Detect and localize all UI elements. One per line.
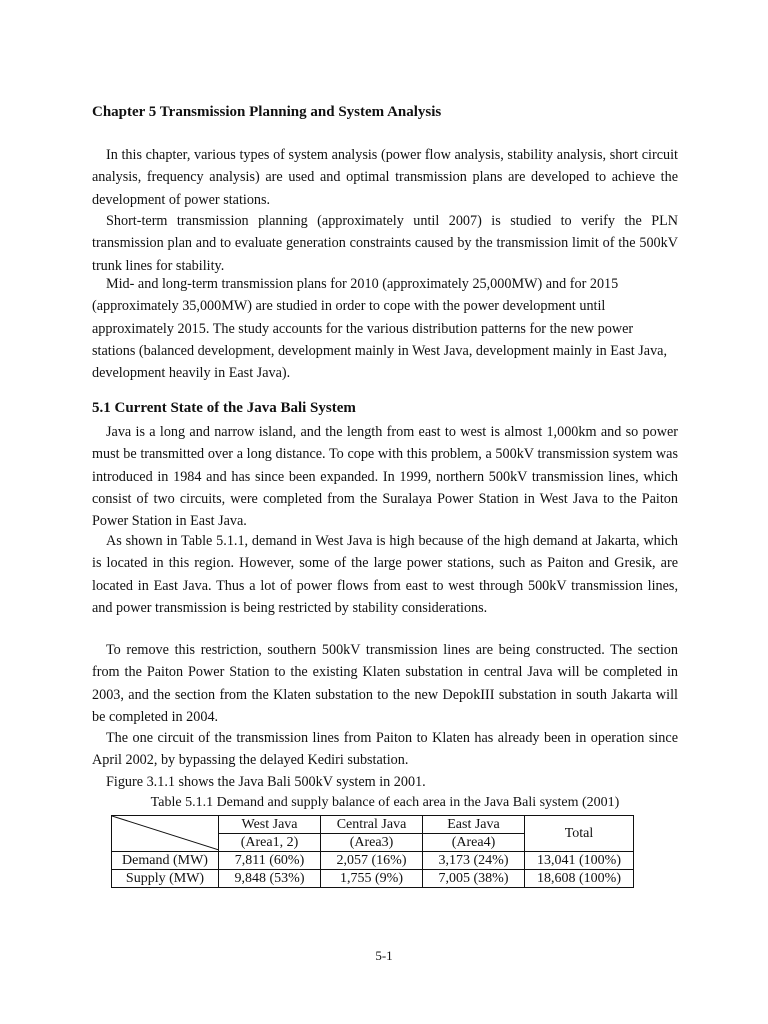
table-caption: Table 5.1.1 Demand and supply balance of each area in the Java Bali system (2001) [150,795,620,810]
row-label: Supply (MW) [112,870,219,888]
header-west-java: West Java [219,816,321,834]
section-paragraph-2: As shown in Table 5.1.1, demand in West Java is high because of the high demand at Jakarta, which is located in this region. However, some of the large power stations, such as Paiton and Gresik, are located in East Java. Thus a lot of power flows from east to west through 500kV transmission lines, and power transmission is being restricted by stability considerations. [92,533,678,616]
intro-paragraph-1: In this chapter, various types of system analysis (power flow analysis, stability analysis, short circuit analysis, frequency analysis) are used and optimal transmission plans are developed to achieve the development of power stations. [92,147,678,208]
header-total: Total [525,816,634,852]
table-cell: 18,608 (100%) [525,870,634,888]
table-row [112,870,634,888]
subheader-central-java: (Area3) [321,834,423,852]
row-label: Demand (MW) [112,852,219,870]
table-corner-cell [112,816,219,852]
section-paragraph-3: To remove this restriction, southern 500kV transmission lines are being constructed. The section from the Paiton Power Station to the existing Klaten substation in central Java will be completed in 2003, and the section from the Klaten substation to the new DepokIII substation in south Jakarta will be completed in 2004. [92,642,678,725]
intro-paragraph-2: Short-term transmission planning (approximately until 2007) is studied to verify the PLN transmission plan and to evaluate generation constraints caused by the transmission limit of the 500kV trunk lines for stability. [92,213,678,274]
header-east-java: East Java [423,816,525,834]
intro-paragraph-3: Mid- and long-term transmission plans for 2010 (approximately 25,000MW) and for 2015 (approximately 35,000MW) are studied in order to cope with the power development until approximately 2015. The study accounts for the various distribution patterns for the new power stations (balanced development, development mainly in West Java, development mainly in East Java, development heavily in East Java). [92,276,668,382]
table-cell: 7,005 (38%) [423,870,525,888]
chapter-title: Chapter 5 Transmission Planning and System Analysis [92,104,442,120]
header-central-java: Central Java [321,816,423,834]
page-number: 5-1 [375,948,393,963]
table-cell: 7,811 (60%) [219,852,321,870]
table-cell: 9,848 (53%) [219,870,321,888]
section-paragraph-4: The one circuit of the transmission lines from Paiton to Klaten has already been in operation since April 2002, by bypassing the delayed Kediri substation. [92,730,678,769]
table-cell: 1,755 (9%) [321,870,423,888]
section-paragraph-5: Figure 3.1.1 shows the Java Bali 500kV system in 2001. [106,774,426,790]
table-cell: 2,057 (16%) [321,852,423,870]
section-paragraph-1: Java is a long and narrow island, and the length from east to west is almost 1,000km and so power must be transmitted over a long distance. To cope with this problem, a 500kV transmission system was introduced in 1984 and has since been expanded. In 1999, northern 500kV transmission lines, which consist of two circuits, were completed from the Suralaya Power Station in West Java to the Paiton Power Station in East Java. [92,424,678,530]
balance-table [111,815,634,888]
subheader-west-java: (Area1, 2) [219,834,321,852]
table-cell: 13,041 (100%) [525,852,634,870]
table-row [112,852,634,870]
diagonal-line [112,816,219,850]
subheader-east-java: (Area4) [423,834,525,852]
table-header-row [112,816,634,834]
table-cell: 3,173 (24%) [423,852,525,870]
section-heading: 5.1 Current State of the Java Bali System [92,400,356,416]
